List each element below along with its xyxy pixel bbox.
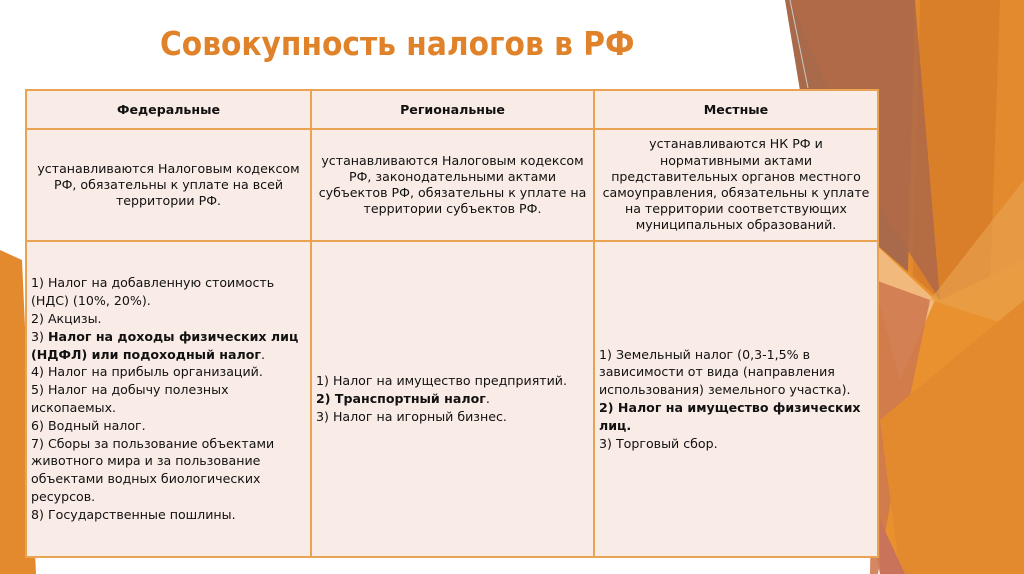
item-text: Налог на добавленную стоимость (НДС) (10%, 20%).: [31, 275, 275, 309]
taxes-row: [26, 241, 878, 557]
slide-title: Совокупность налогов в РФ: [160, 24, 635, 63]
item-number: 6): [31, 417, 48, 433]
regional-taxes-list: [311, 241, 594, 557]
list-item: [316, 372, 589, 390]
item-number: 2): [31, 311, 48, 327]
list-item: [31, 363, 306, 381]
list-item: [31, 310, 306, 328]
list-item: [316, 390, 589, 408]
list-item: [599, 435, 873, 453]
list-item: [599, 346, 873, 399]
item-number: 4): [31, 364, 48, 380]
item-number: 2): [599, 400, 618, 415]
header-regional: Региональные: [311, 90, 594, 129]
item-number: 7): [31, 435, 48, 451]
item-text: Торговый сбор.: [615, 435, 718, 451]
description-regional: устанавливаются Налоговым кодексом РФ, законодательными актами субъектов РФ, обязательны к уплате на территории субъектов РФ.: [311, 129, 594, 241]
description-row: [26, 129, 878, 241]
list-item: [31, 381, 306, 417]
item-number: 3): [599, 435, 616, 451]
list-item: [599, 399, 873, 435]
item-text: Сборы за пользование объектами животного мира и за пользование объектами водных биологических ресурсов.: [31, 435, 275, 504]
local-taxes-list: [594, 241, 878, 557]
list-item: [316, 408, 589, 426]
item-number: 5): [31, 382, 48, 398]
item-number: 8): [31, 506, 48, 522]
federal-taxes-list: [26, 241, 311, 557]
item-text: Налог на добычу полезных ископаемых.: [31, 382, 229, 415]
description-local: устанавливаются НК РФ и нормативными актами представительных органов местного самоуправления, обязательны к уплате на территории соответствующих муниципальных образований.: [594, 129, 878, 241]
item-number: 3): [316, 408, 333, 424]
header-row: [26, 90, 878, 129]
item-tail: .: [485, 391, 490, 407]
item-text: Налог на имущество физических лиц.: [599, 400, 861, 433]
list-item: [31, 328, 306, 364]
list-item: [31, 506, 306, 524]
item-number: 1): [31, 275, 48, 291]
item-text: Водный налог.: [47, 417, 146, 433]
header-local: Местные: [594, 90, 878, 129]
item-text: Акцизы.: [47, 311, 102, 327]
item-text: Транспортный налог: [334, 391, 486, 407]
item-text: Налог на имущество предприятий.: [332, 373, 567, 389]
item-tail: .: [260, 346, 265, 362]
item-text: Налог на прибыль организаций.: [47, 364, 263, 380]
item-number: 1): [316, 373, 333, 389]
list-item: [31, 417, 306, 435]
header-federal: Федеральные: [26, 90, 311, 129]
description-federal: устанавливаются Налоговым кодексом РФ, обязательны к уплате на всей территории РФ.: [26, 129, 311, 241]
item-number: 2): [316, 391, 335, 407]
item-text: Налог на доходы физических лиц (НДФЛ) или подоходный налог: [31, 328, 299, 362]
list-item: [31, 274, 306, 310]
item-number: 1): [599, 346, 616, 362]
list-item: [31, 435, 306, 506]
item-text: Земельный налог (0,3-1,5% в зависимости от вида (направления использования) земельного участка).: [599, 346, 851, 398]
tax-table: [25, 89, 879, 558]
item-text: Налог на игорный бизнес.: [332, 408, 507, 424]
item-number: 3): [31, 328, 48, 344]
item-text: Государственные пошлины.: [47, 506, 236, 522]
